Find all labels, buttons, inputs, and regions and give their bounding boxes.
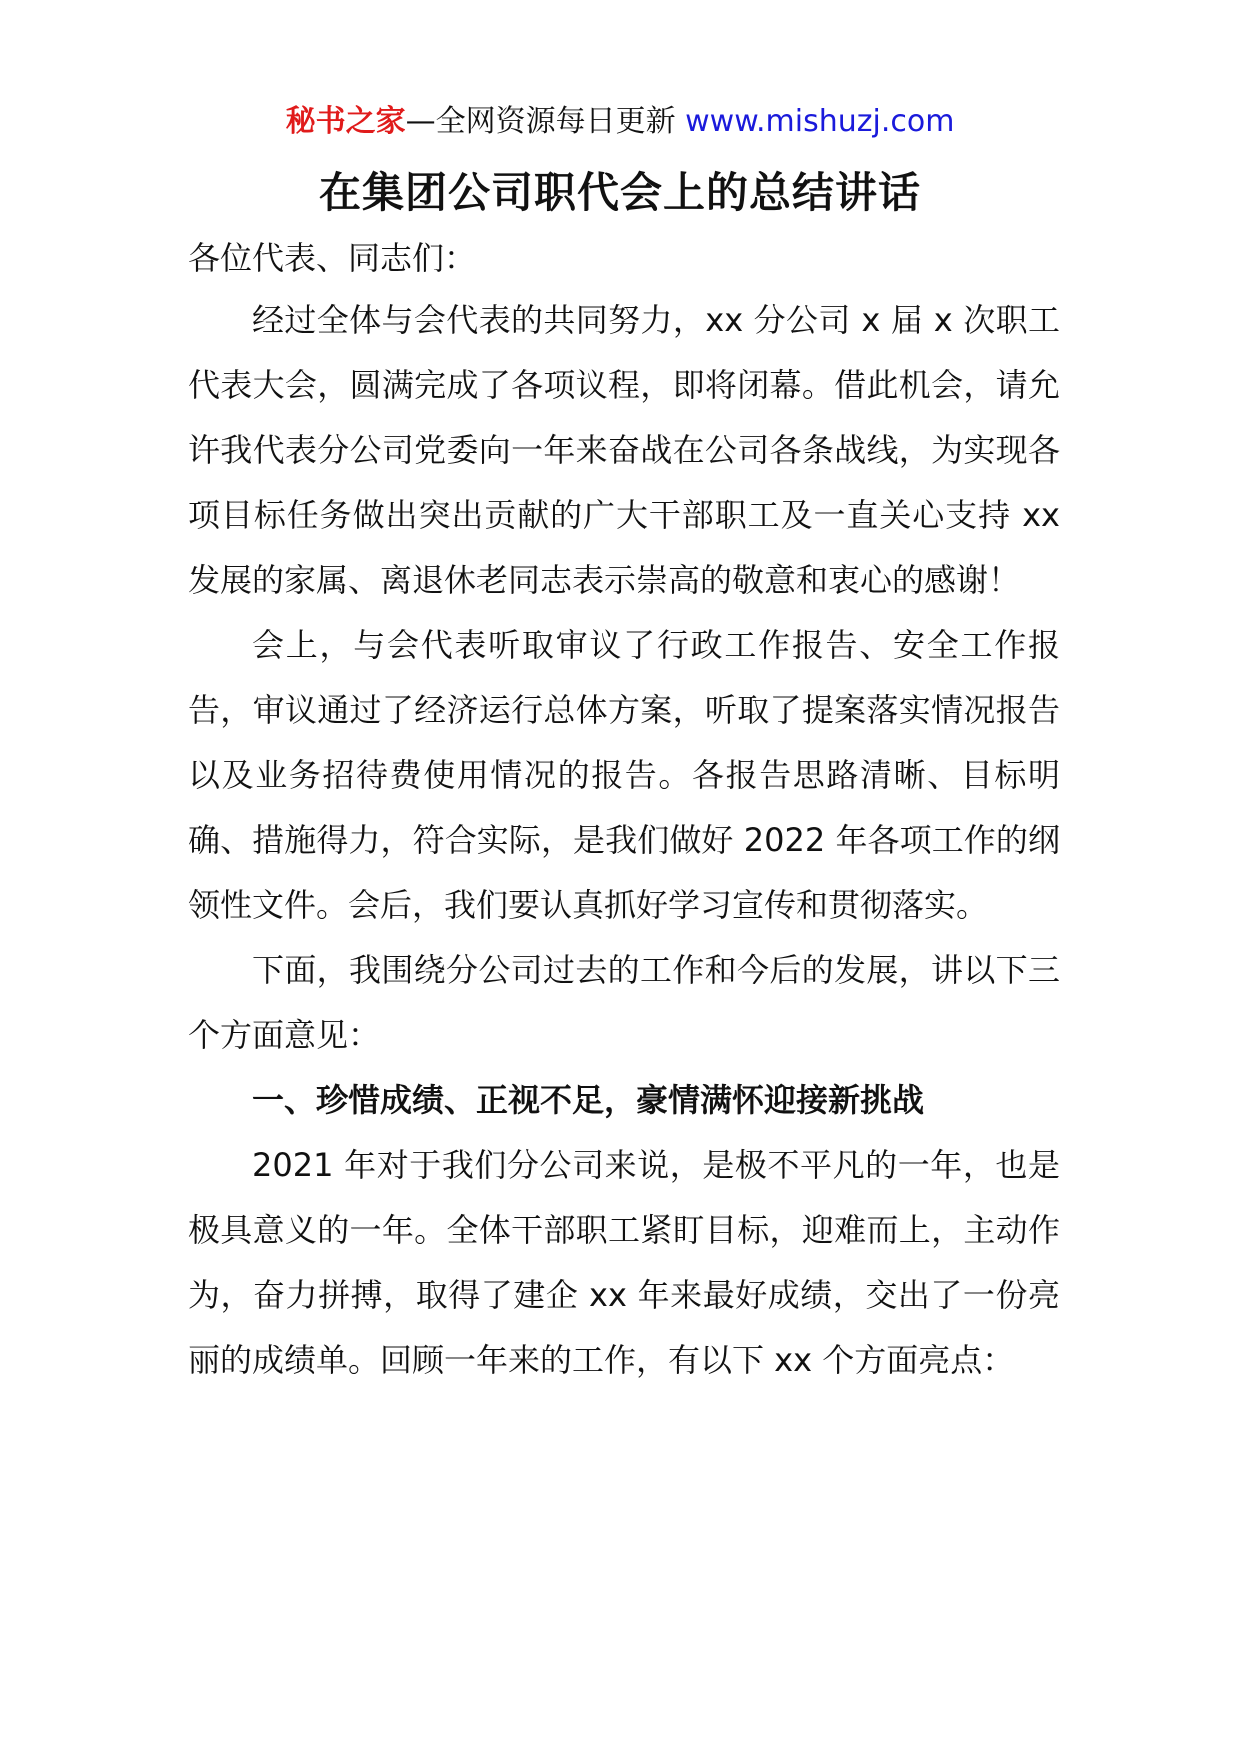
site-header — [0, 100, 1240, 144]
brand-name: 秘书之家 — [285, 104, 406, 139]
paragraph-3: 下面，我围绕分公司过去的工作和今后的发展，讲以下三个方面意见： — [188, 951, 1060, 1054]
header-slogan: —全网资源每日更新 — [405, 104, 686, 139]
paragraph-1: 经过全体与会代表的共同努力，xx 分公司 x 届 x 次职工代表大会，圆满完成了各项议程，即将闭幕。借此机会，请允许我代表分公司党委向一年来奋战在公司各条战线，为实现各项目标任务做出突出贡献的广大干部职工及一直关心支持 xx 发展的家属、离退休老同志表示崇高的敬意和衷心的感谢！ — [188, 301, 1060, 599]
document-title: 在集团公司职代会上的总结讲话 — [318, 168, 921, 217]
section-paragraph: 2021 年对于我们分公司来说，是极不平凡的一年，也是极具意义的一年。全体干部职工紧盯目标，迎难而上，主动作为，奋力拼搏，取得了建企 xx 年来最好成绩，交出了一份亮丽的成绩单。回顾一年来的工作，有以下 xx 个方面亮点： — [188, 1146, 1060, 1379]
section-heading: 一、珍惜成绩、正视不足，豪情满怀迎接新挑战 — [252, 1081, 925, 1119]
paragraph-2: 会上，与会代表听取审议了行政工作报告、安全工作报告，审议通过了经济运行总体方案，听取了提案落实情况报告以及业务招待费使用情况的报告。各报告思路清晰、目标明确、措施得力，符合实际，是我们做好 2022 年各项工作的纲领性文件。会后，我们要认真抓好学习宣传和贯彻落实。 — [188, 626, 1060, 924]
salutation: 各位代表、同志们： — [188, 239, 477, 277]
document-body — [188, 232, 1060, 1393]
site-url[interactable]: www.mishuzj.com — [685, 104, 955, 139]
